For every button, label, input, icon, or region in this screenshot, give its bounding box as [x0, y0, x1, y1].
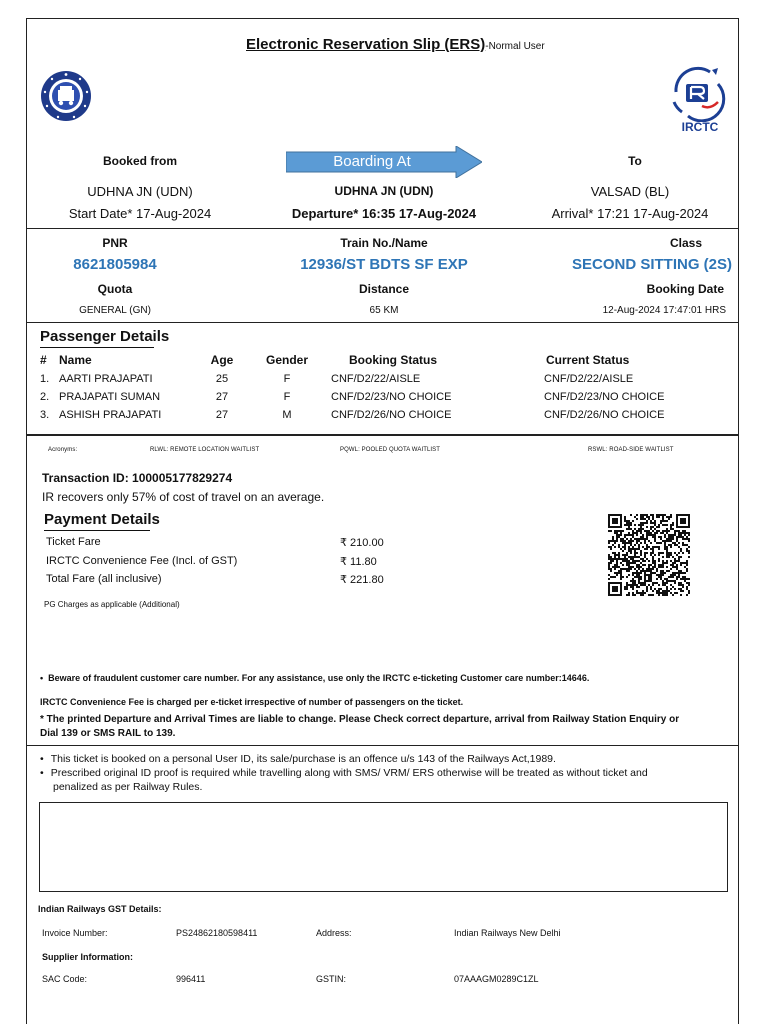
col-current-status: Current Status — [546, 353, 630, 367]
row-gender: M — [282, 409, 292, 421]
invoice-value: PS24862180598411 — [176, 928, 258, 938]
irctc-logo-text: IRCTC — [681, 120, 719, 134]
boarding-station: UDHNA JN (UDN) — [334, 184, 434, 198]
divider-journey — [26, 228, 739, 229]
row-name: ASHISH PRAJAPATI — [59, 409, 162, 421]
arrival: Arrival* 17:21 17-Aug-2024 — [551, 206, 709, 221]
boarding-arrow — [286, 146, 482, 178]
col-name: Name — [59, 353, 92, 367]
row-name: AARTI PRAJAPATI — [59, 373, 153, 385]
bullet-icon: • — [40, 753, 44, 765]
times-notice-line2: Dial 139 or SMS RAIL to 139. — [40, 728, 176, 739]
row-age: 27 — [215, 391, 229, 403]
ers-header — [246, 36, 546, 54]
blank-box — [39, 802, 728, 892]
convenience-fee-amount: ₹ 11.80 — [340, 556, 377, 568]
departure: Departure* 16:35 17-Aug-2024 — [291, 206, 477, 221]
bullet-icon: • — [40, 767, 44, 779]
address-value: Indian Railways New Delhi — [454, 928, 561, 938]
payment-title-underline — [44, 530, 150, 531]
ers-title: Electronic Reservation Slip (ERS) — [246, 36, 486, 53]
row-age: 25 — [215, 373, 229, 385]
row-gender: F — [283, 373, 291, 385]
boarding-label: Boarding At — [333, 153, 411, 170]
fraud-notice — [40, 673, 589, 683]
total-fare-amount: ₹ 221.80 — [340, 574, 384, 586]
passenger-title-underline — [40, 347, 154, 348]
acronyms-label: Acronyms: — [48, 447, 78, 453]
irctc-logo — [662, 62, 732, 138]
gst-title: Indian Railways GST Details: — [38, 904, 162, 914]
from-station: UDHNA JN (UDN) — [87, 184, 193, 199]
divider-passengers — [26, 434, 739, 436]
gstin-value: 07AAAGM0289C1ZL — [454, 974, 539, 984]
row-booking-status: CNF/D2/26/NO CHOICE — [331, 409, 452, 421]
recovery-note: IR recovers only 57% of cost of travel on an average. — [42, 490, 325, 504]
invoice-label: Invoice Number: — [42, 928, 108, 938]
train-label: Train No./Name — [340, 236, 428, 250]
pnr-value: 8621805984 — [73, 256, 157, 273]
row-booking-status: CNF/D2/23/NO CHOICE — [331, 391, 452, 403]
table-row — [40, 409, 730, 425]
row-num: 2. — [40, 391, 50, 403]
table-row — [40, 391, 730, 407]
row-current-status: CNF/D2/23/NO CHOICE — [544, 391, 665, 403]
row-current-status: CNF/D2/26/NO CHOICE — [544, 409, 665, 421]
gstin-label: GSTIN: — [316, 974, 347, 984]
row-age: 27 — [215, 409, 229, 421]
bullet-icon: • — [40, 673, 44, 683]
indian-railways-logo — [40, 70, 92, 122]
booking-date-value: 12-Aug-2024 17:47:01 HRS — [602, 305, 726, 316]
quota-label: Quota — [97, 282, 133, 296]
class-value: SECOND SITTING (2S) — [571, 256, 732, 273]
col-gender: Gender — [265, 353, 308, 367]
bullet-2-text: Prescribed original ID proof is required while travelling along with SMS/ VRM/ ERS otherwise will be treated as without ticket and — [50, 767, 648, 779]
bullet-item-2 — [40, 767, 648, 779]
total-fare-label: Total Fare (all inclusive) — [46, 573, 162, 585]
row-booking-status: CNF/D2/22/AISLE — [331, 373, 421, 385]
ers-title-suffix: -Normal User — [485, 41, 545, 52]
row-num: 3. — [40, 409, 50, 421]
address-label: Address: — [316, 928, 352, 938]
booked-from-label: Booked from — [102, 154, 177, 168]
convenience-fee-label: IRCTC Convenience Fee (Incl. of GST) — [46, 555, 238, 567]
times-notice-line1: * The printed Departure and Arrival Times are liable to change. Please Check correct departure, arrival from Railway Station Enquiry or — [40, 714, 680, 725]
divider-notices — [26, 745, 739, 746]
row-current-status: CNF/D2/22/AISLE — [544, 373, 634, 385]
pnr-label: PNR — [102, 236, 128, 250]
col-num: # — [40, 353, 47, 367]
convenience-notice: IRCTC Convenience Fee is charged per e-ticket irrespective of number of passengers on the ticket. — [40, 697, 464, 707]
fraud-notice-text: Beware of fraudulent customer care number. For any assistance, use only the IRCTC e-ticketing Customer care number:14646. — [48, 673, 590, 683]
ticket-fare-amount: ₹ 210.00 — [340, 537, 384, 549]
row-gender: F — [283, 391, 291, 403]
distance-label: Distance — [358, 282, 410, 296]
col-age: Age — [210, 353, 234, 367]
transaction-id: Transaction ID: 100005177829274 — [42, 471, 233, 485]
payment-details-title: Payment Details — [44, 511, 160, 528]
acronym-rswl: RSWL: ROAD-SIDE WAITLIST — [588, 447, 674, 453]
distance-value: 65 KM — [369, 305, 399, 316]
passenger-details-title: Passenger Details — [40, 328, 170, 345]
booking-date-label: Booking Date — [646, 282, 724, 296]
bullet-2-continuation: penalized as per Railway Rules. — [53, 781, 203, 793]
ticket-fare-label: Ticket Fare — [46, 536, 101, 548]
bullet-item-1 — [40, 753, 556, 765]
sac-value: 996411 — [176, 974, 206, 984]
class-label: Class — [669, 236, 702, 250]
row-num: 1. — [40, 373, 50, 385]
qr-code-icon — [608, 514, 690, 596]
to-label: To — [628, 154, 642, 168]
sac-label: SAC Code: — [42, 974, 88, 984]
acronym-rlwl: RLWL: REMOTE LOCATION WAITLIST — [150, 447, 260, 453]
table-row — [40, 373, 730, 389]
divider-details — [26, 322, 739, 323]
acronym-pqwl: PQWL: POOLED QUOTA WAITLIST — [340, 447, 441, 453]
supplier-label: Supplier Information: — [42, 952, 133, 962]
train-value: 12936/ST BDTS SF EXP — [300, 256, 468, 273]
bullet-1-text: This ticket is booked on a personal User ID, its sale/purchase is an offence u/s 143 of the Railways Act,1989. — [50, 753, 556, 765]
pg-charges-note: PG Charges as applicable (Additional) — [44, 600, 180, 609]
row-name: PRAJAPATI SUMAN — [59, 391, 161, 403]
col-booking-status: Booking Status — [349, 353, 438, 367]
start-date: Start Date* 17-Aug-2024 — [68, 206, 212, 221]
to-station: VALSAD (BL) — [590, 184, 670, 199]
quota-value: GENERAL (GN) — [79, 305, 151, 316]
